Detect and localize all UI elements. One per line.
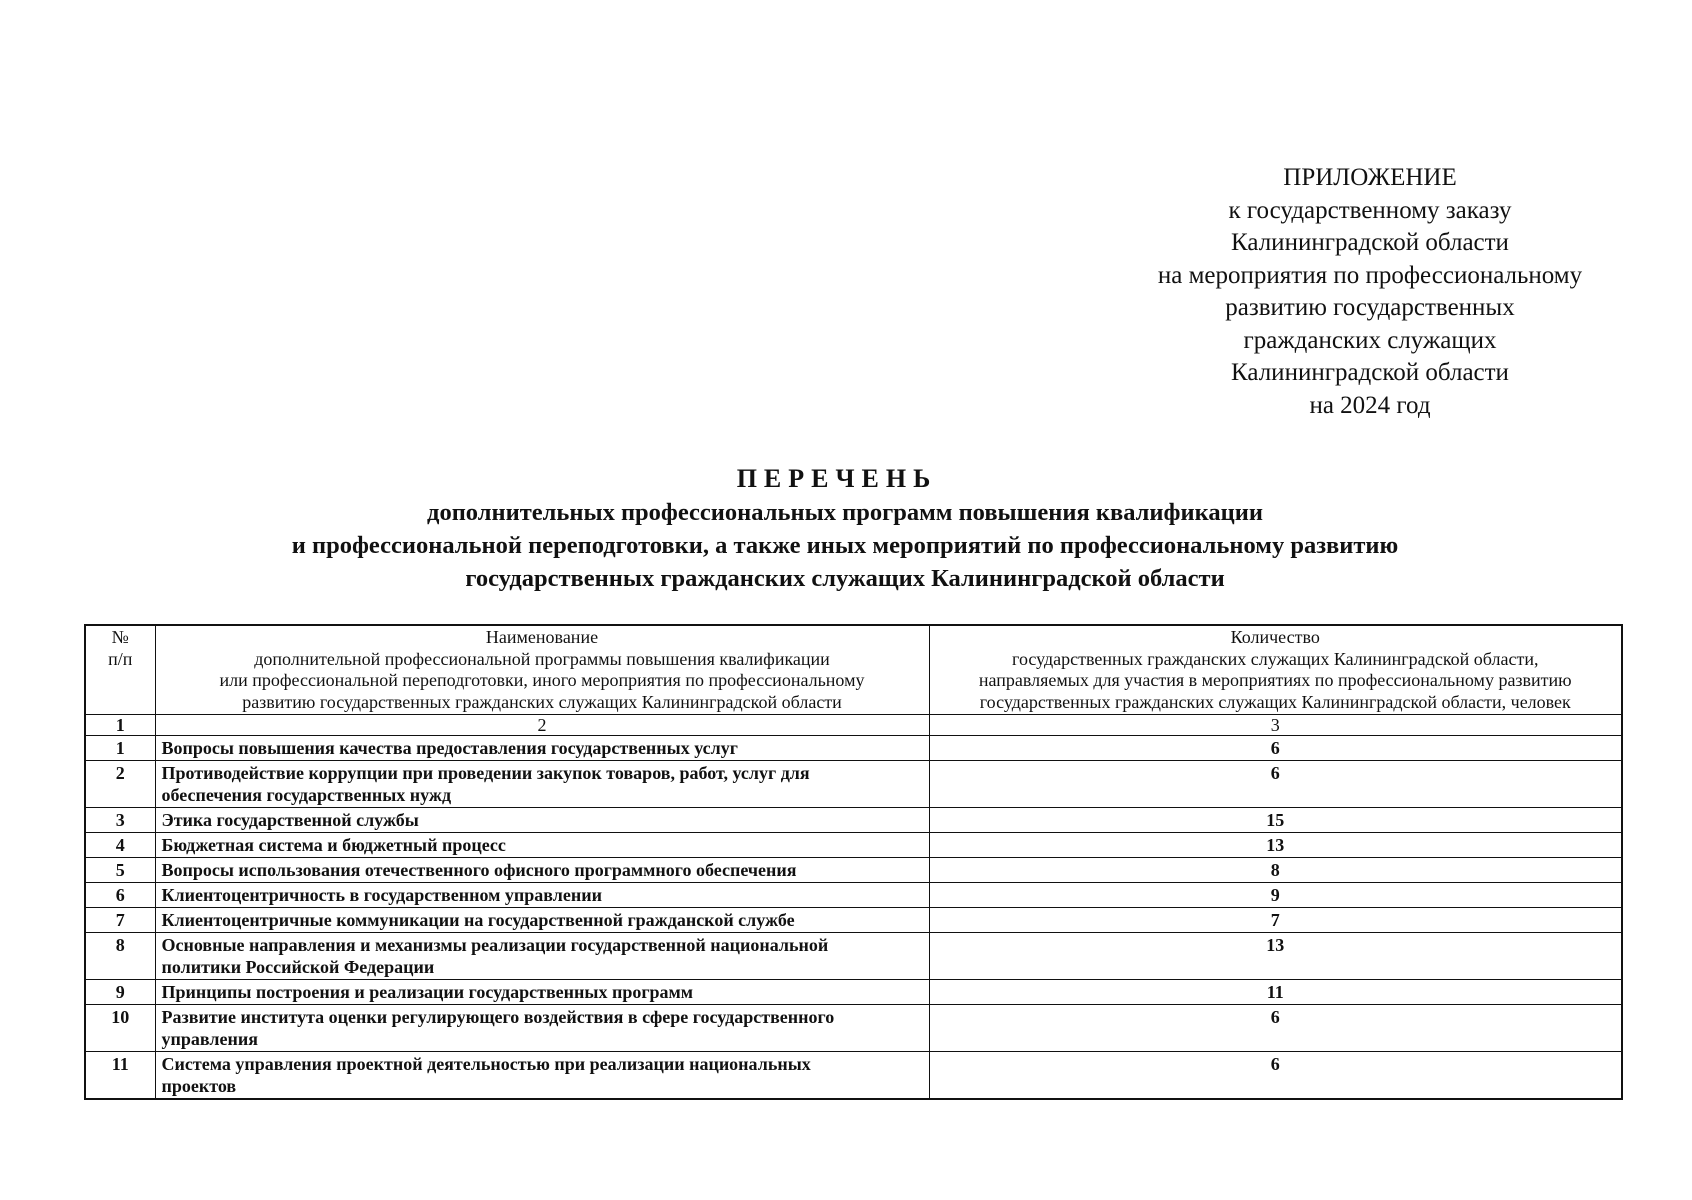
- row-quantity: 6: [929, 1052, 1622, 1100]
- table-row: [85, 808, 1622, 833]
- header-name-line: развитию государственных гражданских служащих Калининградской области: [242, 691, 842, 712]
- appendix-label: ПРИЛОЖЕНИЕ: [1283, 164, 1457, 191]
- row-quantity: 13: [929, 933, 1622, 980]
- row-number: 11: [85, 1052, 155, 1100]
- row-quantity: 7: [929, 908, 1622, 933]
- column-index-row: [85, 715, 1622, 736]
- header-quantity-line: направляемых для участия в мероприятиях по профессиональному развитию: [978, 670, 1572, 690]
- title-line: и профессиональной переподготовки, а также иных мероприятий по профессиональному развитию: [291, 532, 1399, 559]
- row-name: [155, 736, 929, 761]
- column-index-cell: 2: [155, 715, 929, 736]
- row-number: 10: [85, 1005, 155, 1052]
- programs-table: [84, 624, 1623, 1100]
- row-name-line: Система управления проектной деятельностью при реализации национальных: [161, 1054, 811, 1074]
- row-quantity: 6: [929, 736, 1622, 761]
- title-line: государственных гражданских служащих Калининградской области: [465, 565, 1225, 592]
- row-name: [155, 1052, 929, 1100]
- row-name-line: Этика государственной службы: [161, 810, 419, 830]
- column-index-cell: 1: [85, 715, 155, 736]
- header-quantity: [929, 625, 1622, 715]
- row-number: 1: [85, 736, 155, 761]
- row-name: [155, 1005, 929, 1052]
- table-header-row: [85, 625, 1622, 715]
- row-name: [155, 933, 929, 980]
- row-name-line: Основные направления и механизмы реализации государственной национальной: [161, 935, 829, 955]
- row-name-line: Бюджетная система и бюджетный процесс: [161, 835, 506, 855]
- row-name-line: Противодействие коррупции при проведении закупок товаров, работ, услуг для: [161, 763, 810, 783]
- row-name: [155, 908, 929, 933]
- appendix-line: Калининградской области: [1231, 229, 1509, 256]
- row-quantity: 8: [929, 858, 1622, 883]
- row-name-line: проектов: [161, 1076, 237, 1096]
- row-name: [155, 858, 929, 883]
- appendix-line: к государственному заказу: [1228, 196, 1512, 224]
- row-quantity: 9: [929, 883, 1622, 908]
- row-quantity: 13: [929, 833, 1622, 858]
- header-name-line: дополнительной профессиональной программы повышения квалификации: [254, 648, 830, 669]
- table-row: [85, 833, 1622, 858]
- table-row: [85, 761, 1622, 808]
- header-name-line: или профессиональной переподготовки, иного мероприятия по профессиональному: [219, 670, 865, 690]
- row-name: [155, 883, 929, 908]
- title-line: дополнительных профессиональных программ повышения квалификации: [427, 499, 1263, 526]
- row-name: [155, 833, 929, 858]
- table-row: [85, 933, 1622, 980]
- header-number-line: №: [111, 627, 129, 647]
- appendix-block: [1120, 162, 1620, 422]
- row-name: [155, 980, 929, 1005]
- row-quantity: 15: [929, 808, 1622, 833]
- row-name: [155, 761, 929, 808]
- appendix-line: гражданских служащих: [1243, 326, 1497, 354]
- appendix-line: на 2024 год: [1309, 391, 1431, 419]
- header-quantity-line: Количество: [1230, 627, 1320, 647]
- row-number: 3: [85, 808, 155, 833]
- table-row: [85, 883, 1622, 908]
- row-number: 6: [85, 883, 155, 908]
- row-name-line: политики Российской Федерации: [161, 957, 435, 977]
- row-name-line: обеспечения государственных нужд: [161, 785, 452, 805]
- row-name: [155, 808, 929, 833]
- column-index-cell: 3: [929, 715, 1622, 736]
- header-number-line: п/п: [108, 648, 133, 669]
- document-title: [0, 462, 1692, 595]
- row-name-line: Принципы построения и реализации государственных программ: [161, 982, 694, 1002]
- title-heading: ПЕРЕЧЕНЬ: [736, 464, 938, 493]
- row-number: 2: [85, 761, 155, 808]
- row-quantity: 11: [929, 980, 1622, 1005]
- row-name-line: Вопросы использования отечественного офисного программного обеспечения: [161, 860, 797, 880]
- row-name-line: Развитие института оценки регулирующего воздействия в сфере государственного: [161, 1007, 835, 1027]
- row-name-line: Клиентоцентричность в государственном управлении: [161, 885, 602, 905]
- row-number: 7: [85, 908, 155, 933]
- table-row: [85, 1052, 1622, 1100]
- row-name-line: Вопросы повышения качества предоставления государственных услуг: [161, 738, 738, 758]
- row-number: 8: [85, 933, 155, 980]
- table-row: [85, 736, 1622, 761]
- row-name-line: управления: [161, 1029, 258, 1049]
- table-row: [85, 908, 1622, 933]
- table-row: [85, 1005, 1622, 1052]
- header-name-line: Наименование: [485, 627, 599, 647]
- header-number: [85, 625, 155, 715]
- header-quantity-line: государственных гражданских служащих Калининградской области, человек: [979, 691, 1571, 712]
- appendix-line: на мероприятия по профессиональному: [1157, 261, 1583, 289]
- appendix-line: развитию государственных: [1225, 294, 1515, 321]
- header-quantity-line: государственных гражданских служащих Калининградской области,: [1012, 648, 1539, 669]
- header-name: [155, 625, 929, 715]
- row-number: 5: [85, 858, 155, 883]
- appendix-line: Калининградской области: [1231, 359, 1509, 386]
- row-name-line: Клиентоцентричные коммуникации на государственной гражданской службе: [161, 910, 795, 930]
- row-quantity: 6: [929, 1005, 1622, 1052]
- row-quantity: 6: [929, 761, 1622, 808]
- table-row: [85, 858, 1622, 883]
- table-row: [85, 980, 1622, 1005]
- row-number: 9: [85, 980, 155, 1005]
- row-number: 4: [85, 833, 155, 858]
